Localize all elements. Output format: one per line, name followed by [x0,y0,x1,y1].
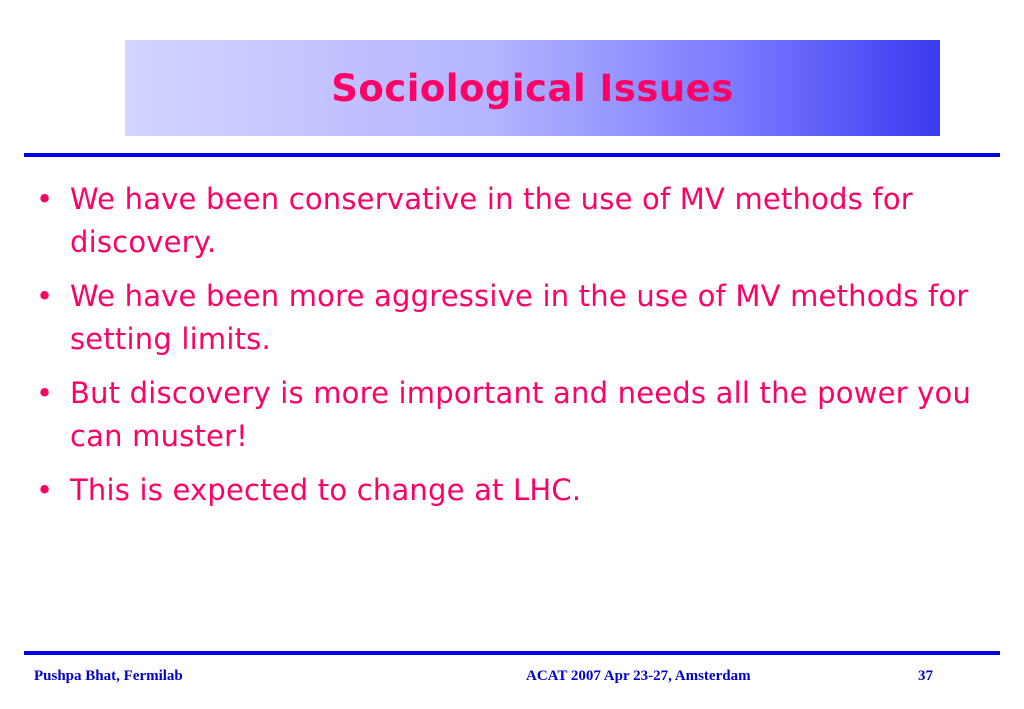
footer-divider [24,651,1000,655]
bullet-list [36,178,1006,523]
bullet-text: This is expected to change at LHC. [70,473,582,507]
bullet-icon: • [36,182,54,216]
bullet-item [36,372,1006,458]
bullet-text: We have been more aggressive in the use of MV methods for setting limits. [70,279,969,356]
title-banner [125,40,940,136]
header-divider [24,153,1000,157]
bullet-text: But discovery is more important and needs all the power you can muster! [70,376,972,453]
footer-event: ACAT 2007 Apr 23-27, Amsterdam [526,668,751,684]
footer-page-number: 37 [918,668,933,684]
bullet-icon: • [36,376,54,410]
bullet-item [36,178,1006,264]
slide-title: Sociological Issues [331,66,734,110]
bullet-icon: • [36,279,54,313]
bullet-item [36,275,1006,361]
footer-author: Pushpa Bhat, Fermilab [34,668,183,684]
bullet-icon: • [36,473,54,507]
bullet-item [36,469,1006,512]
bullet-text: We have been conservative in the use of MV methods for discovery. [70,182,913,259]
